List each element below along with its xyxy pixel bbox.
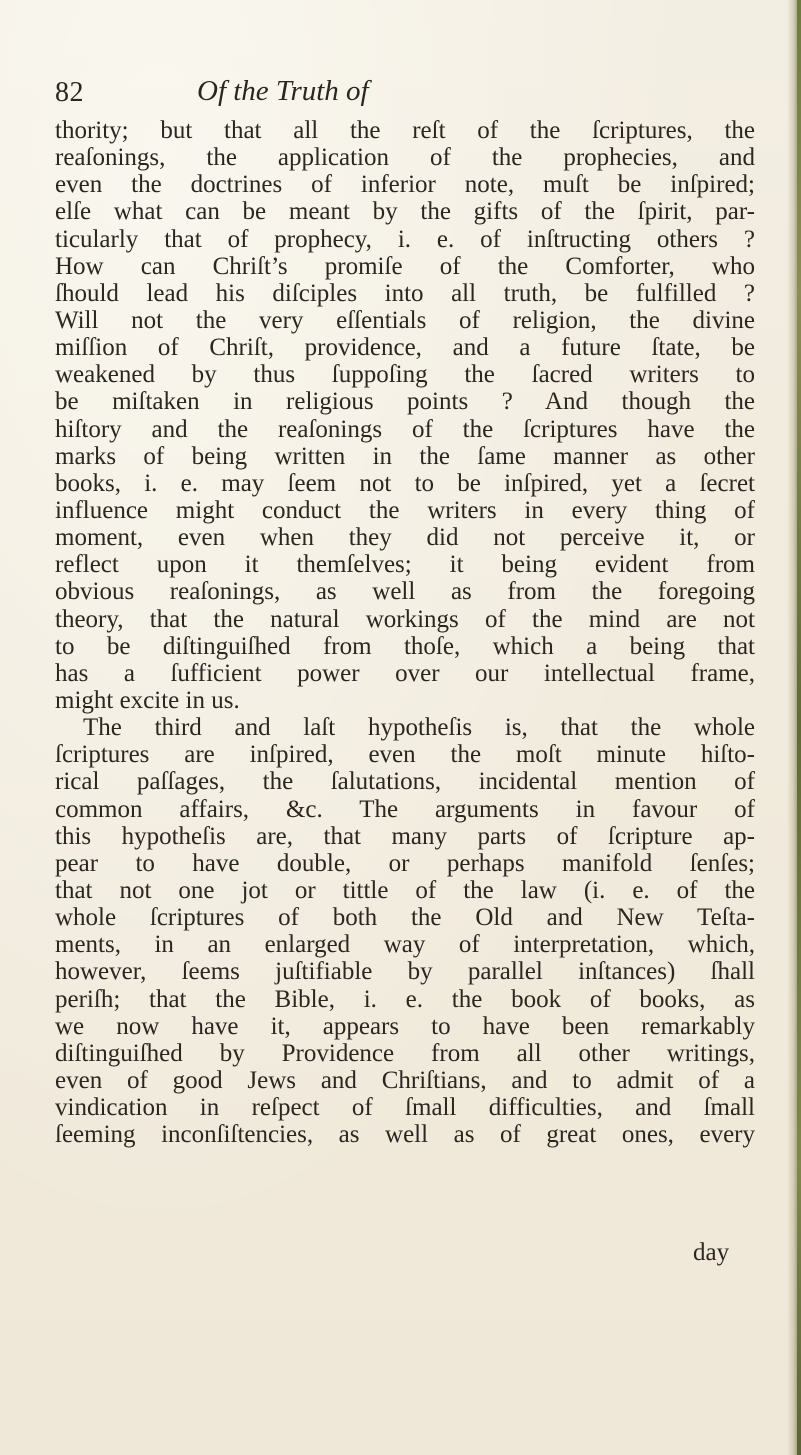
text-line: ments, in an enlarged way of interpretation, which, (55, 931, 755, 959)
text-line: marks of being written in the ſame manner as other (55, 442, 755, 470)
text-line: common affairs, &c. The arguments in favour of (55, 795, 755, 823)
text-line: ſcriptures are inſpired, even the moſt minute hiſto- (55, 741, 755, 769)
text-line: even the doctrines of inferior note, muſt be inſpired; (55, 171, 755, 199)
text-line: whole ſcriptures of both the Old and New Teſta- (55, 904, 755, 932)
text-line: rical paſſages, the ſalutations, incidental mention of (55, 768, 755, 796)
text-line: How can Chriſt’s promiſe of the Comforter, who (55, 252, 755, 280)
text-line: diſtinguiſhed by Providence from all other writings, (55, 1039, 755, 1067)
running-head: Of the Truth of (197, 75, 369, 107)
text-line: has a ſufficient power over our intellectual frame, (55, 659, 755, 687)
text-line: ſhould lead his diſciples into all truth, be fulfilled ? (55, 279, 755, 307)
text-line: obvious reaſonings, as well as from the foregoing (55, 578, 755, 606)
text-line-paragraph-end: might excite in us. (55, 686, 240, 714)
page-number: 82 (55, 77, 84, 108)
text-line: to be diſtinguiſhed from thoſe, which a being that (55, 632, 755, 660)
text-line: hiſtory and the reaſonings of the ſcriptures have the (55, 415, 755, 443)
text-line: theory, that the natural workings of the mind are not (55, 605, 755, 633)
text-line: this hypotheſis are, that many parts of ſcripture ap- (55, 822, 755, 850)
text-line: vindication in reſpect of ſmall difficulties, and ſmall (55, 1094, 755, 1122)
text-line: reaſonings, the application of the prophecies, and (55, 144, 755, 172)
text-line: books, i. e. may ſeem not to be inſpired, yet a ſecret (55, 469, 755, 497)
text-line: Will not the very eſſentials of religion, the divine (55, 306, 755, 334)
catchword: day (693, 1239, 730, 1266)
text-line: moment, even when they did not perceive it, or (55, 524, 755, 552)
page-header (55, 75, 755, 115)
text-line: influence might conduct the writers in every thing of (55, 496, 755, 524)
text-line: pear to have double, or perhaps manifold ſenſes; (55, 849, 755, 877)
text-line: reflect upon it themſelves; it being evident from (55, 551, 755, 579)
text-line: periſh; that the Bible, i. e. the book of books, as (55, 985, 755, 1013)
body-text (55, 117, 755, 1148)
text-line: weakened by thus ſuppoſing the ſacred writers to (55, 361, 755, 389)
text-line-paragraph-start: The third and laſt hypotheſis is, that the whole (83, 714, 755, 742)
text-line: however, ſeems juſtifiable by parallel inſtances) ſhall (55, 958, 755, 986)
text-line: ſeeming inconſiſtencies, as well as of great ones, every (55, 1121, 755, 1149)
text-line: be miſtaken in religious points ? And though the (55, 388, 755, 416)
text-line: even of good Jews and Chriſtians, and to admit of a (55, 1066, 755, 1094)
text-line: thority; but that all the reſt of the ſcriptures, the (55, 117, 755, 144)
text-line: miſſion of Chriſt, providence, and a future ſtate, be (55, 334, 755, 362)
binding-edge (797, 0, 801, 1455)
text-line: that not one jot or tittle of the law (i. e. of the (55, 876, 755, 904)
text-line: elſe what can be meant by the gifts of the ſpirit, par- (55, 198, 755, 226)
text-line: ticularly that of prophecy, i. e. of inſtructing others ? (55, 225, 755, 253)
text-line: we now have it, appears to have been remarkably (55, 1012, 755, 1040)
